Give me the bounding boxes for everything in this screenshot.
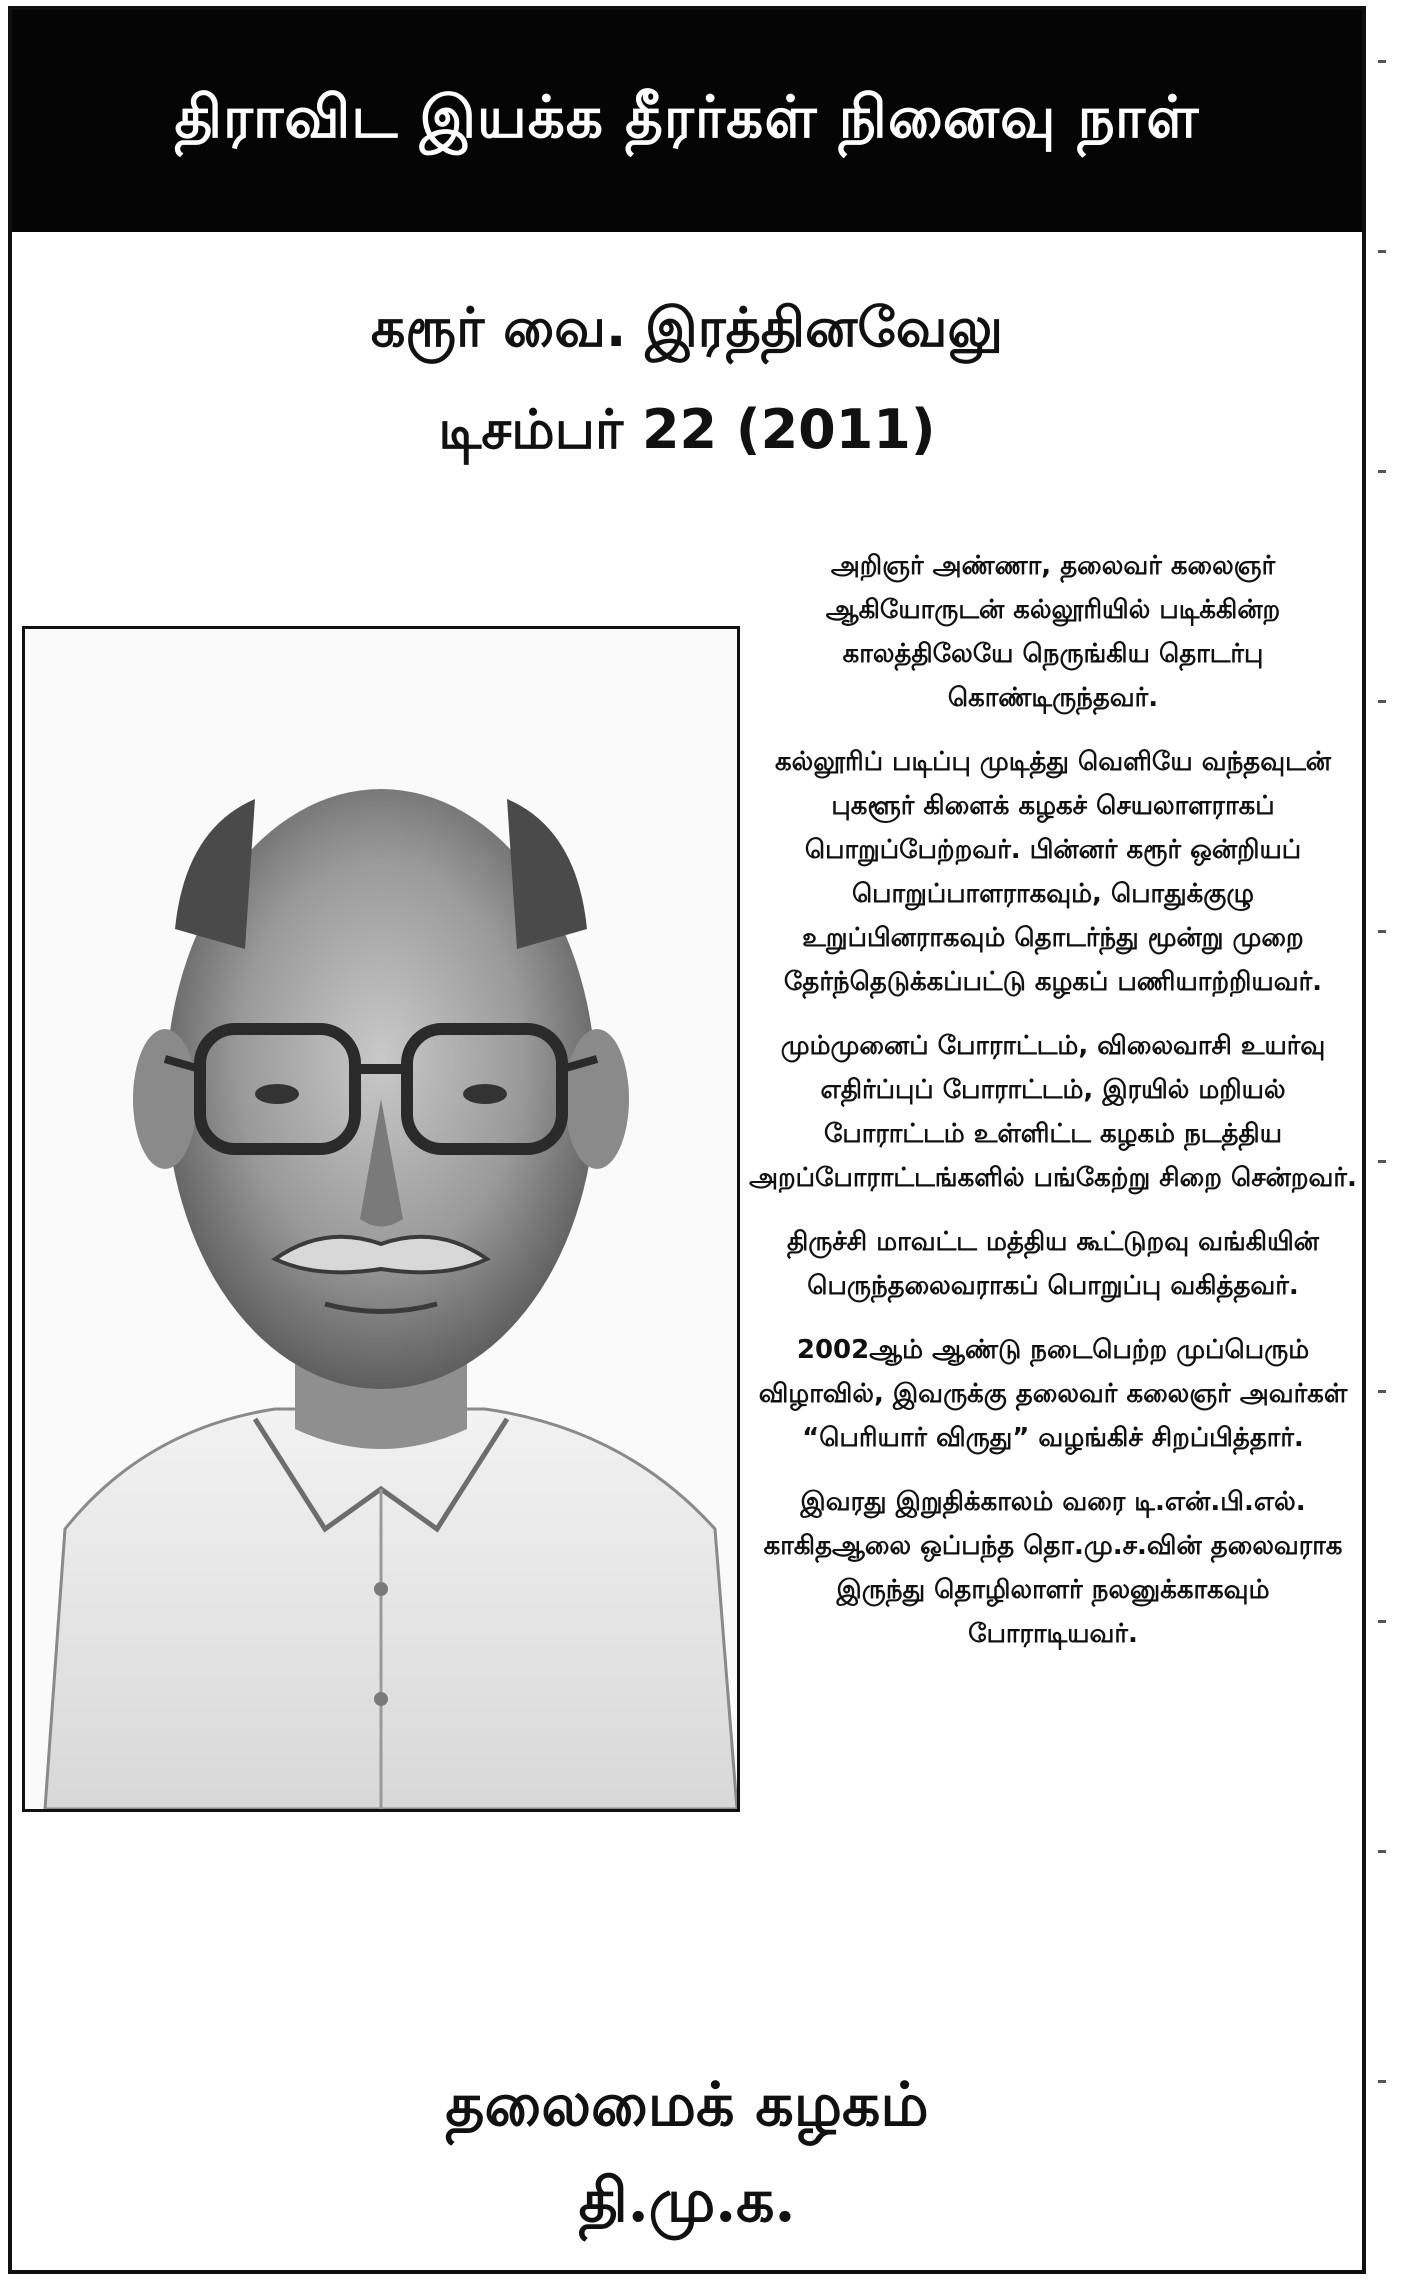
footer-party: தி.மு.க. bbox=[578, 2166, 796, 2236]
header-bar bbox=[12, 10, 1362, 232]
bio-paragraph: மும்முனைப் போராட்டம், விலைவாசி உயர்வு எதிர்ப்புப் போராட்டம், இரயில் மறியல் போராட்டம் உள்ளிட்ட கழகம் நடத்திய அறப்போராட்டங்களில் பங்கேற்று சிறை சென்றவர். bbox=[749, 1031, 1357, 1193]
memorial-date: டிசம்பர் 22 (2011) bbox=[438, 398, 936, 461]
edge-strip bbox=[1368, 0, 1402, 2282]
footer-organization: தலைமைக் கழகம் bbox=[445, 2070, 929, 2140]
portrait-icon bbox=[25, 629, 737, 1809]
bio-paragraph: அறிஞர் அண்ணா, தலைவர் கலைஞர் ஆகியோருடன் கல்லூரியில் படிக்கின்ற காலத்திலேயே நெருங்கிய தொடர்பு கொண்டிருந்தவர். bbox=[825, 551, 1281, 713]
portrait-photo bbox=[22, 626, 740, 1812]
bio-paragraph: இவரது இறுதிக்காலம் வரை டி.என்.பி.எல். காகிதஆலை ஒப்பந்த தொ.மு.ச.வின் தலைவராக இருந்து தொழிலாளர் நலனுக்காகவும் போராடியவர். bbox=[763, 1487, 1343, 1649]
bio-paragraph: கல்லூரிப் படிப்பு முடித்து வெளியே வந்தவுடன் புகளூர் கிளைக் கழகச் செயலாளராகப் பொறுப்பேற்றவர். பின்னர் கரூர் ஒன்றியப் பொறுப்பாளராகவும், பொதுக்குழு உறுப்பினராகவும் தொடர்ந்து மூன்று முறை தேர்ந்தெடுக்கப்பட்டு கழகப் பணியாற்றியவர். bbox=[775, 747, 1331, 997]
bio-paragraph: 2002ஆம் ஆண்டு நடைபெற்ற முப்பெரும் விழாவில், இவருக்கு தலைவர் கலைஞர் அவர்கள் “பெரியார் விருது” வழங்கிச் சிறப்பித்தார். bbox=[758, 1335, 1348, 1453]
biography bbox=[748, 544, 1358, 1676]
honoree-name: கரூர் வை. இரத்தினவேலு bbox=[370, 296, 1004, 359]
page-title: திராவிட இயக்க தீரர்கள் நினைவு நாள் bbox=[174, 83, 1200, 151]
bio-paragraph: திருச்சி மாவட்ட மத்திய கூட்டுறவு வங்கியின் பெருந்தலைவராகப் பொறுப்பு வகித்தவர். bbox=[786, 1227, 1319, 1301]
memorial-notice bbox=[8, 6, 1366, 2274]
